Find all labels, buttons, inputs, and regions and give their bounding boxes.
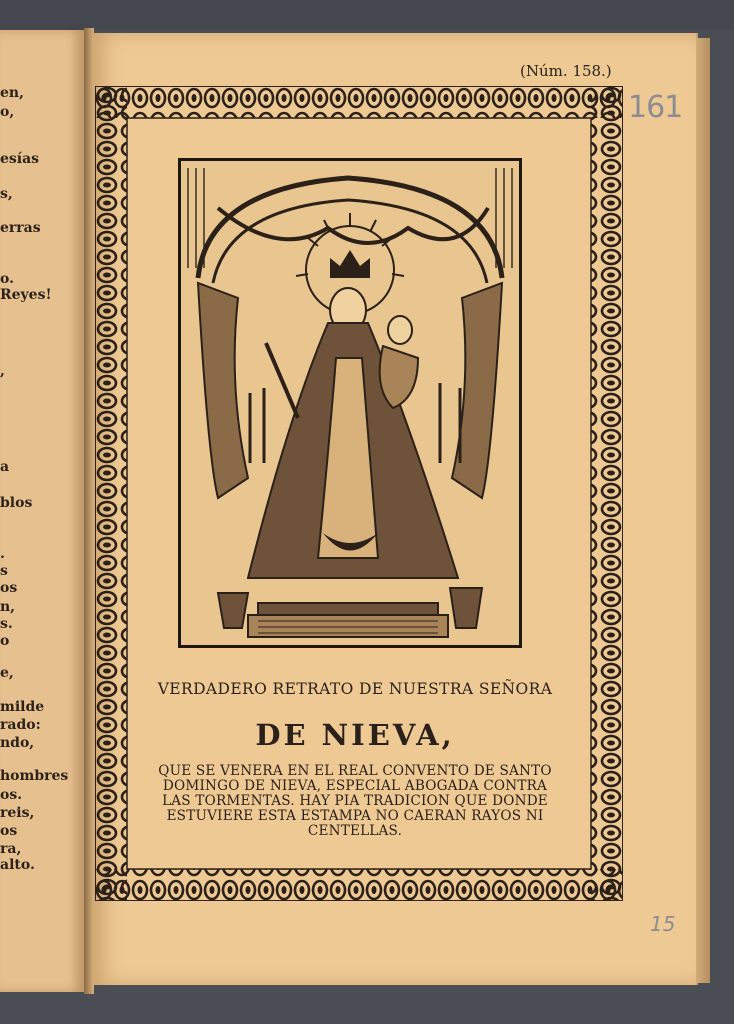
- left-page-line: alto.: [0, 857, 35, 873]
- caption-body-line: CENTELLAS.: [307, 823, 403, 839]
- pencil-bottom-mark: 15: [650, 912, 676, 936]
- left-page-line: e,: [0, 665, 14, 681]
- left-page: [0, 30, 86, 992]
- left-page-line: o,: [0, 104, 15, 120]
- caption-title: DE NIEVA,: [255, 718, 455, 752]
- left-page-line: os.: [0, 787, 23, 803]
- left-page-line: .: [0, 546, 5, 562]
- left-page-line: s.: [0, 616, 13, 632]
- caption-heading: VERDADERO RETRATO DE NUESTRA SEÑORA: [157, 680, 553, 698]
- left-page-line: s,: [0, 186, 13, 202]
- caption-body-line: LAS TORMENTAS. HAY PIA TRADICION QUE DONDE: [162, 793, 548, 809]
- caption-body: [130, 764, 580, 839]
- left-page-line: milde: [0, 699, 45, 715]
- left-page-line: hombres: [0, 768, 69, 784]
- left-page-line: reis,: [0, 805, 35, 821]
- pencil-folio-number: 161: [628, 90, 683, 125]
- left-page-line: Reyes!: [0, 287, 52, 303]
- left-page-line: ra,: [0, 841, 22, 857]
- left-page-line: en,: [0, 85, 24, 101]
- left-page-line: os: [0, 823, 18, 839]
- virgin-woodcut-illustration: [178, 158, 522, 648]
- left-page-line: n,: [0, 599, 16, 615]
- caption-body-line: QUE SE VENERA EN EL REAL CONVENTO DE SANTO: [158, 763, 552, 779]
- left-page-line: o.: [0, 271, 14, 287]
- page-edge: [696, 38, 710, 983]
- left-page-line: ,: [0, 363, 5, 379]
- left-page-line: esías: [0, 151, 40, 167]
- page-number: (Núm. 158.): [520, 62, 612, 80]
- left-page-line: o: [0, 633, 10, 649]
- left-page-line: ndo,: [0, 735, 35, 751]
- left-page-line: rado:: [0, 717, 41, 733]
- caption-body-line: ESTUVIERE ESTA ESTAMPA NO CAERAN RAYOS NI: [166, 808, 544, 824]
- caption-body-line: DOMINGO DE NIEVA, ESPECIAL ABOGADA CONTRA: [162, 778, 548, 794]
- left-page-line: a: [0, 459, 10, 475]
- background-top: [0, 0, 734, 30]
- left-page-line: os: [0, 580, 18, 596]
- left-page-line: erras: [0, 220, 41, 236]
- left-page-line: blos: [0, 495, 33, 511]
- left-page-line: s: [0, 563, 8, 579]
